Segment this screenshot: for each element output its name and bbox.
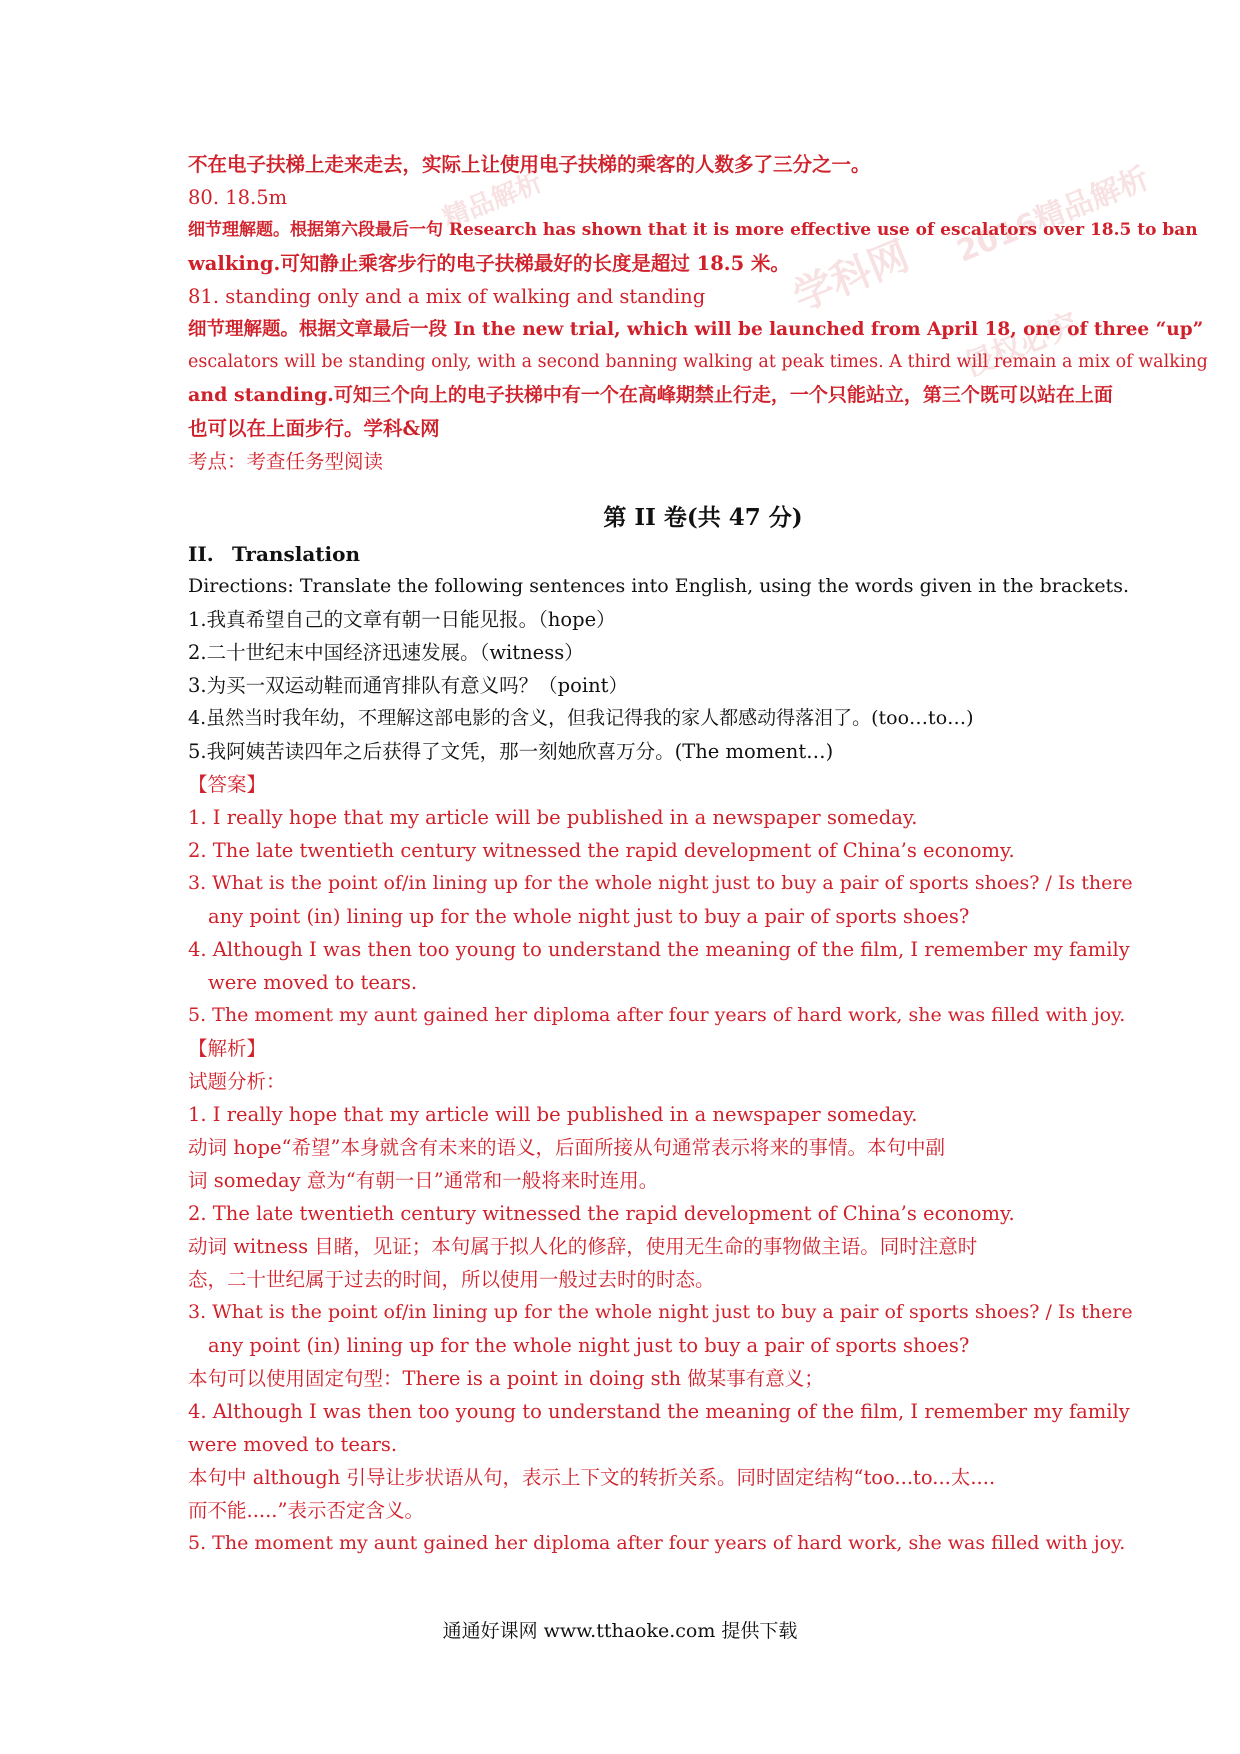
analysis-explanation-3: 本句可以使用固定句型：There is a point in doing sth 做某事有意义；	[188, 1367, 824, 1390]
subsection-title: Translation	[232, 542, 360, 566]
analysis-sentence-2: 2. The late twentieth century witnessed the rapid development of China’s economy.	[188, 1202, 1015, 1225]
watermark-1: 学科网	[787, 232, 916, 321]
answer-80: 80. 18.5m	[188, 186, 288, 209]
analysis-explanation-2b: 态，二十世纪属于过去的时间，所以使用一般过去时的时态。	[188, 1268, 715, 1291]
analysis-sentence-4b: were moved to tears.	[188, 1433, 398, 1456]
question-5: 5.我阿姨苦读四年之后获得了文凭，那一刻她欣喜万分。(The moment…)	[188, 740, 834, 763]
document-page	[188, 148, 1218, 1560]
question-2: 2.二十世纪末中国经济迅速发展。（witness）	[188, 641, 584, 664]
analysis-sentence-3a: 3. What is the point of/in lining up for the whole night just to buy a pair of sports shoes? / Is there	[188, 1301, 1133, 1323]
explanation-81-line3: and standing.可知三个向上的电子扶梯中有一个在高峰期禁止行走，一个只能站立，第三个既可以站在上面	[188, 384, 1113, 406]
analysis-explanation-2a: 动词 witness 目睹，见证；本句属于拟人化的修辞，使用无生命的事物做主语。同时注意时	[188, 1235, 978, 1258]
exam-point: 考点：考查任务型阅读	[188, 450, 384, 473]
page-footer: 通通好课网 www.tthaoke.com 提供下载	[442, 1620, 798, 1642]
question-3: 3.为买一双运动鞋而通宵排队有意义吗？（point）	[188, 674, 628, 697]
answer-heading: 【答案】	[188, 773, 267, 796]
question-4: 4.虽然当时我年幼，不理解这部电影的含义，但我记得我的家人都感动得落泪了。(too…to…)	[188, 707, 974, 729]
explanation-81-line1: 细节理解题。根据文章最后一段 In the new trial, which will be launched from April 18, one of three “up”	[188, 319, 1204, 340]
analysis-explanation-4a: 本句中 although 引导让步状语从句，表示上下文的转折关系。同时固定结构“too...to...太....	[188, 1466, 996, 1489]
answer-4-line2: were moved to tears.	[208, 971, 418, 994]
analysis-sentence-4a: 4. Although I was then too young to understand the meaning of the film, I remember my family	[188, 1400, 1130, 1423]
analysis-explanation-4b: 而不能.....”表示否定含义。	[188, 1499, 424, 1522]
explanation-80-line1: 细节理解题。根据第六段最后一句 Research has shown that it is more effective use of escalators over 18.5 to ban	[188, 220, 1198, 240]
answer-5: 5. The moment my aunt gained her diploma after four years of hard work, she was filled with joy.	[188, 1004, 1126, 1026]
analysis-sentence-5: 5. The moment my aunt gained her diploma after four years of hard work, she was filled with joy.	[188, 1532, 1126, 1554]
text-line: 不在电子扶梯上走来走去，实际上让使用电子扶梯的乘客的人数多了三分之一。	[188, 153, 871, 176]
analysis-intro: 试题分析：	[188, 1070, 286, 1093]
analysis-explanation-1b: 词 someday 意为“有朝一日”通常和一般将来时连用。	[188, 1169, 659, 1192]
watermark-4: 精品解析	[439, 167, 547, 235]
analysis-heading: 【解析】	[188, 1037, 267, 1060]
explanation-80-line2: walking.可知静止乘客步行的电子扶梯最好的长度是超过 18.5 米。	[188, 252, 790, 275]
answer-2: 2. The late twentieth century witnessed the rapid development of China’s economy.	[188, 839, 1015, 862]
explanation-81-line4: 也可以在上面步行。学科&网	[188, 417, 440, 440]
answer-1: 1. I really hope that my article will be published in a newspaper someday.	[188, 806, 918, 829]
section-title: 第 II 卷(共 47 分)	[603, 504, 803, 531]
answer-3-line2: any point (in) lining up for the whole night just to buy a pair of sports shoes?	[208, 905, 970, 928]
directions: Directions: Translate the following sentences into English, using the words given in the brackets.	[188, 575, 1129, 597]
analysis-explanation-1a: 动词 hope“希望”本身就含有未来的语义，后面所接从句通常表示将来的事情。本句中副	[188, 1136, 945, 1159]
answer-3-line1: 3. What is the point of/in lining up for the whole night just to buy a pair of sports shoes? / Is there	[188, 872, 1133, 894]
subsection-heading	[188, 538, 1218, 570]
analysis-sentence-1: 1. I really hope that my article will be published in a newspaper someday.	[188, 1103, 918, 1126]
question-1: 1.我真希望自己的文章有朝一日能见报。（hope）	[188, 608, 616, 631]
answer-4-line1: 4. Although I was then too young to understand the meaning of the film, I remember my family	[188, 938, 1130, 961]
watermark-2: 2016精品解析	[952, 160, 1154, 270]
watermark-3: 侵权必究	[959, 306, 1084, 384]
explanation-81-line2: escalators will be standing only, with a second banning walking at peak times. A third will remain a mix of walking	[188, 352, 1208, 372]
answer-81: 81. standing only and a mix of walking and standing	[188, 285, 706, 308]
subsection-number: II.	[188, 542, 214, 566]
analysis-sentence-3b: any point (in) lining up for the whole night just to buy a pair of sports shoes?	[208, 1334, 970, 1357]
